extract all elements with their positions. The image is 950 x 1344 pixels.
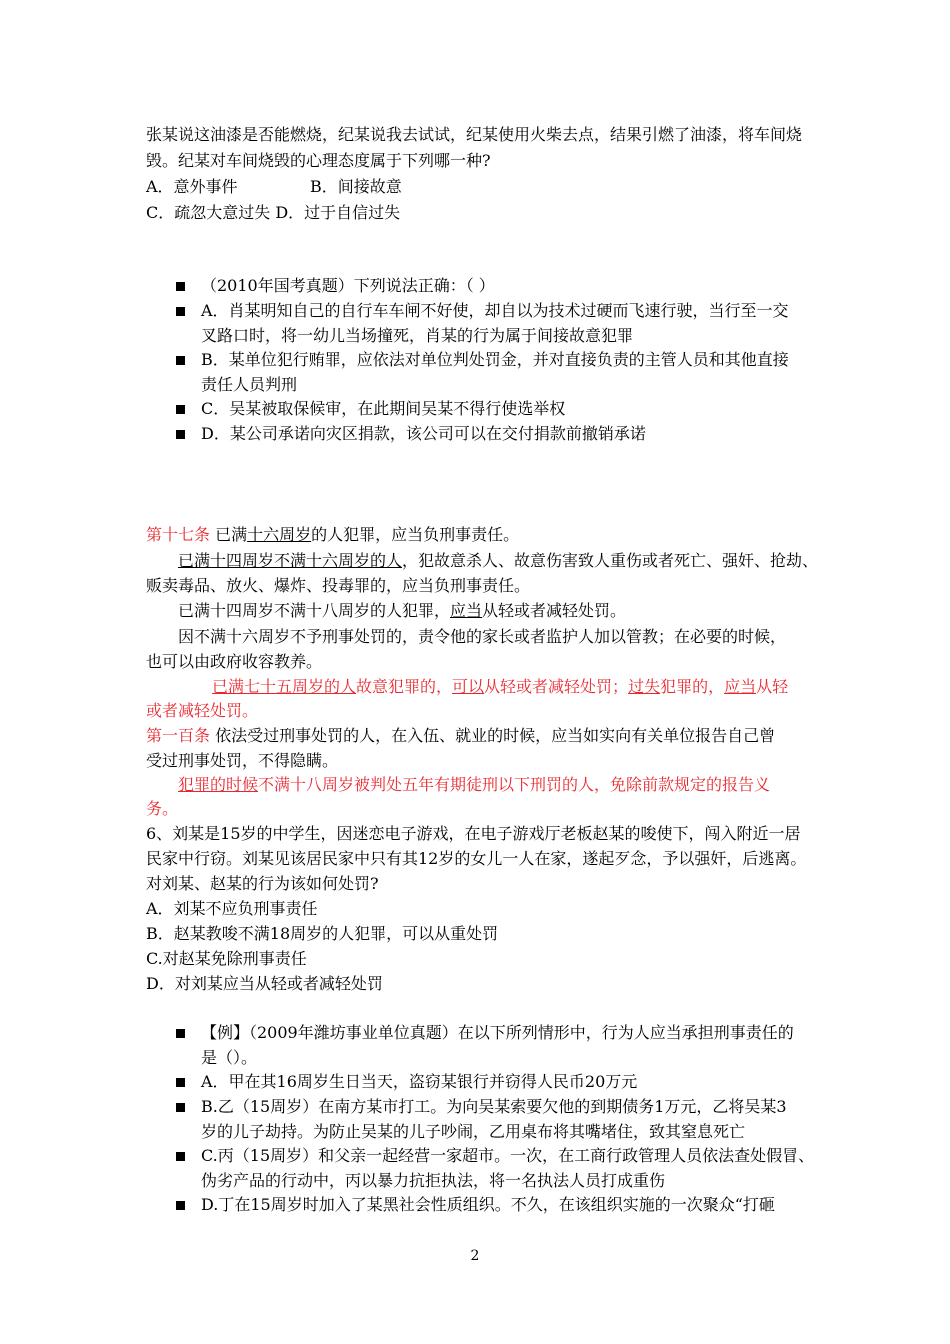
bullet-square-icon [176, 307, 185, 316]
article-17-para-5-line-1: 已满七十五周岁的人故意犯罪的，可以从轻或者减轻处罚；过失犯罪的，应当从轻 [212, 677, 789, 696]
article-17-para-4-line-2: 也可以由政府收容教养。 [146, 652, 323, 671]
q6-line-1: 6、刘某是15岁的中学生，因迷恋电子游戏，在电子游戏厅老板赵某的唆使下，闯入附近一居 [146, 824, 801, 843]
bullet-square-icon [176, 1029, 185, 1038]
q7-option-a: A．甲在其16周岁生日当天，盗窃某银行并窃得人民币20万元 [201, 1072, 638, 1091]
bullet-square-icon [176, 356, 185, 365]
q2-option-a-line-2: 叉路口时，将一幼儿当场撞死，肖某的行为属于间接故意犯罪 [201, 326, 634, 345]
bullet-square-icon [176, 282, 185, 291]
article-17-line-1: 第十七条 已满十六周岁的人犯罪，应当负刑事责任。 [146, 525, 520, 544]
q7-option-c-line-2: 伪劣产品的行动中，丙以暴力抗拒执法，将一名执法人员打成重伤 [201, 1171, 666, 1190]
bullet-square-icon [176, 1103, 185, 1112]
q1-option-cd: C．疏忽大意过失 D．过于自信过失 [146, 203, 401, 222]
q6-line-2: 民家中行窃。刘某见该居民家中只有其12岁的女儿一人在家，遂起歹念，予以强奸，后逃离。 [146, 849, 807, 868]
q6-option-c: C.对赵某免除刑事责任 [146, 949, 307, 968]
q1-option-a: A．意外事件 [146, 177, 238, 196]
q1-option-b: B．间接故意 [310, 177, 402, 196]
article-100-line-1: 第一百条 依法受过刑事处罚的人，在入伍、就业的时候，应当如实向有关单位报告自己曾 [146, 726, 776, 745]
bullet-square-icon [176, 430, 185, 439]
q7-option-b-line-2: 岁的儿子劫持。为防止吴某的儿子吵闹，乙用桌布将其嘴堵住，致其窒息死亡 [201, 1122, 746, 1141]
q2-stem: （2010年国考真题）下列说法正确：（ ） [201, 276, 495, 295]
article-100-heading: 第一百条 [146, 726, 211, 745]
article-17-para-4-line-1: 因不满十六周岁不予刑事处罚的，责令他的家长或者监护人加以管教；在必要的时候， [178, 627, 787, 646]
q1-line-2: 毁。纪某对车间烧毁的心理态度属于下列哪一种? [146, 151, 491, 170]
q2-option-b-line-1: B．某单位犯行贿罪，应依法对单位判处罚金，并对直接负责的主管人员和其他直接 [201, 350, 789, 369]
q1-line-1: 张某说这油漆是否能燃烧，纪某说我去试试，纪某使用火柴去点，结果引燃了油漆，将车间烧 [146, 125, 803, 144]
article-100-line-2: 受过刑事处罚，不得隐瞒。 [146, 751, 339, 770]
article-17-para-2-line-2: 贩卖毒品、放火、爆炸、投毒罪的，应当负刑事责任。 [146, 576, 531, 595]
article-17-heading: 第十七条 [146, 525, 211, 544]
bullet-square-icon [176, 1078, 185, 1087]
q7-option-d-line-1: D.丁在15周岁时加入了某黑社会性质组织。不久，在该组织实施的一次聚众“打砸 [201, 1195, 775, 1214]
q2-option-a-line-1: A．肖某明知自己的自行车车闸不好使，却自以为技术过硬而飞速行驶，当行至一交 [201, 301, 789, 320]
q7-option-c-line-1: C.丙（15周岁）和父亲一起经营一家超市。一次，在工商行政管理人员依法查处假冒、 [201, 1146, 815, 1165]
page-number: 2 [470, 1248, 480, 1264]
q7-stem-line-1: 【例】（2009年潍坊事业单位真题）在以下所列情形中，行为人应当承担刑事责任的 [201, 1023, 794, 1042]
q6-option-b: B．赵某教唆不满18周岁的人犯罪，可以从重处罚 [146, 924, 499, 943]
q2-option-d: D．某公司承诺向灾区捐款，该公司可以在交付捐款前撤销承诺 [201, 424, 646, 443]
article-100-para-2-line-2: 务。 [146, 799, 179, 818]
q2-option-c: C．吴某被取保候审，在此期间吴某不得行使选举权 [201, 399, 566, 418]
article-100-para-2-line-1: 犯罪的时候不满十八周岁被判处五年有期徒刑以下刑罚的人，免除前款规定的报告义 [178, 775, 771, 794]
q2-option-b-line-2: 责任人员判刑 [201, 375, 298, 394]
q6-option-d: D．对刘某应当从轻或者减轻处罚 [146, 974, 383, 993]
q6-line-3: 对刘某、赵某的行为该如何处罚? [146, 874, 379, 893]
q7-stem-line-2: 是（）。 [201, 1048, 258, 1067]
article-17-para-3: 已满十四周岁不满十八周岁的人犯罪，应当从轻或者减轻处罚。 [178, 601, 627, 620]
article-17-para-5-line-2: 或者减轻处罚。 [146, 701, 259, 720]
q6-option-a: A．刘某不应负刑事责任 [146, 899, 318, 918]
bullet-square-icon [176, 1201, 185, 1210]
article-17-para-2-line-1: 已满十四周岁不满十六周岁的人，犯故意杀人、故意伤害致人重伤或者死亡、强奸、抢劫、 [178, 551, 819, 570]
q7-option-b-line-1: B.乙（15周岁）在南方某市打工。为向吴某索要欠他的到期债务1万元，乙将吴某3 [201, 1097, 787, 1116]
bullet-square-icon [176, 1152, 185, 1161]
bullet-square-icon [176, 405, 185, 414]
